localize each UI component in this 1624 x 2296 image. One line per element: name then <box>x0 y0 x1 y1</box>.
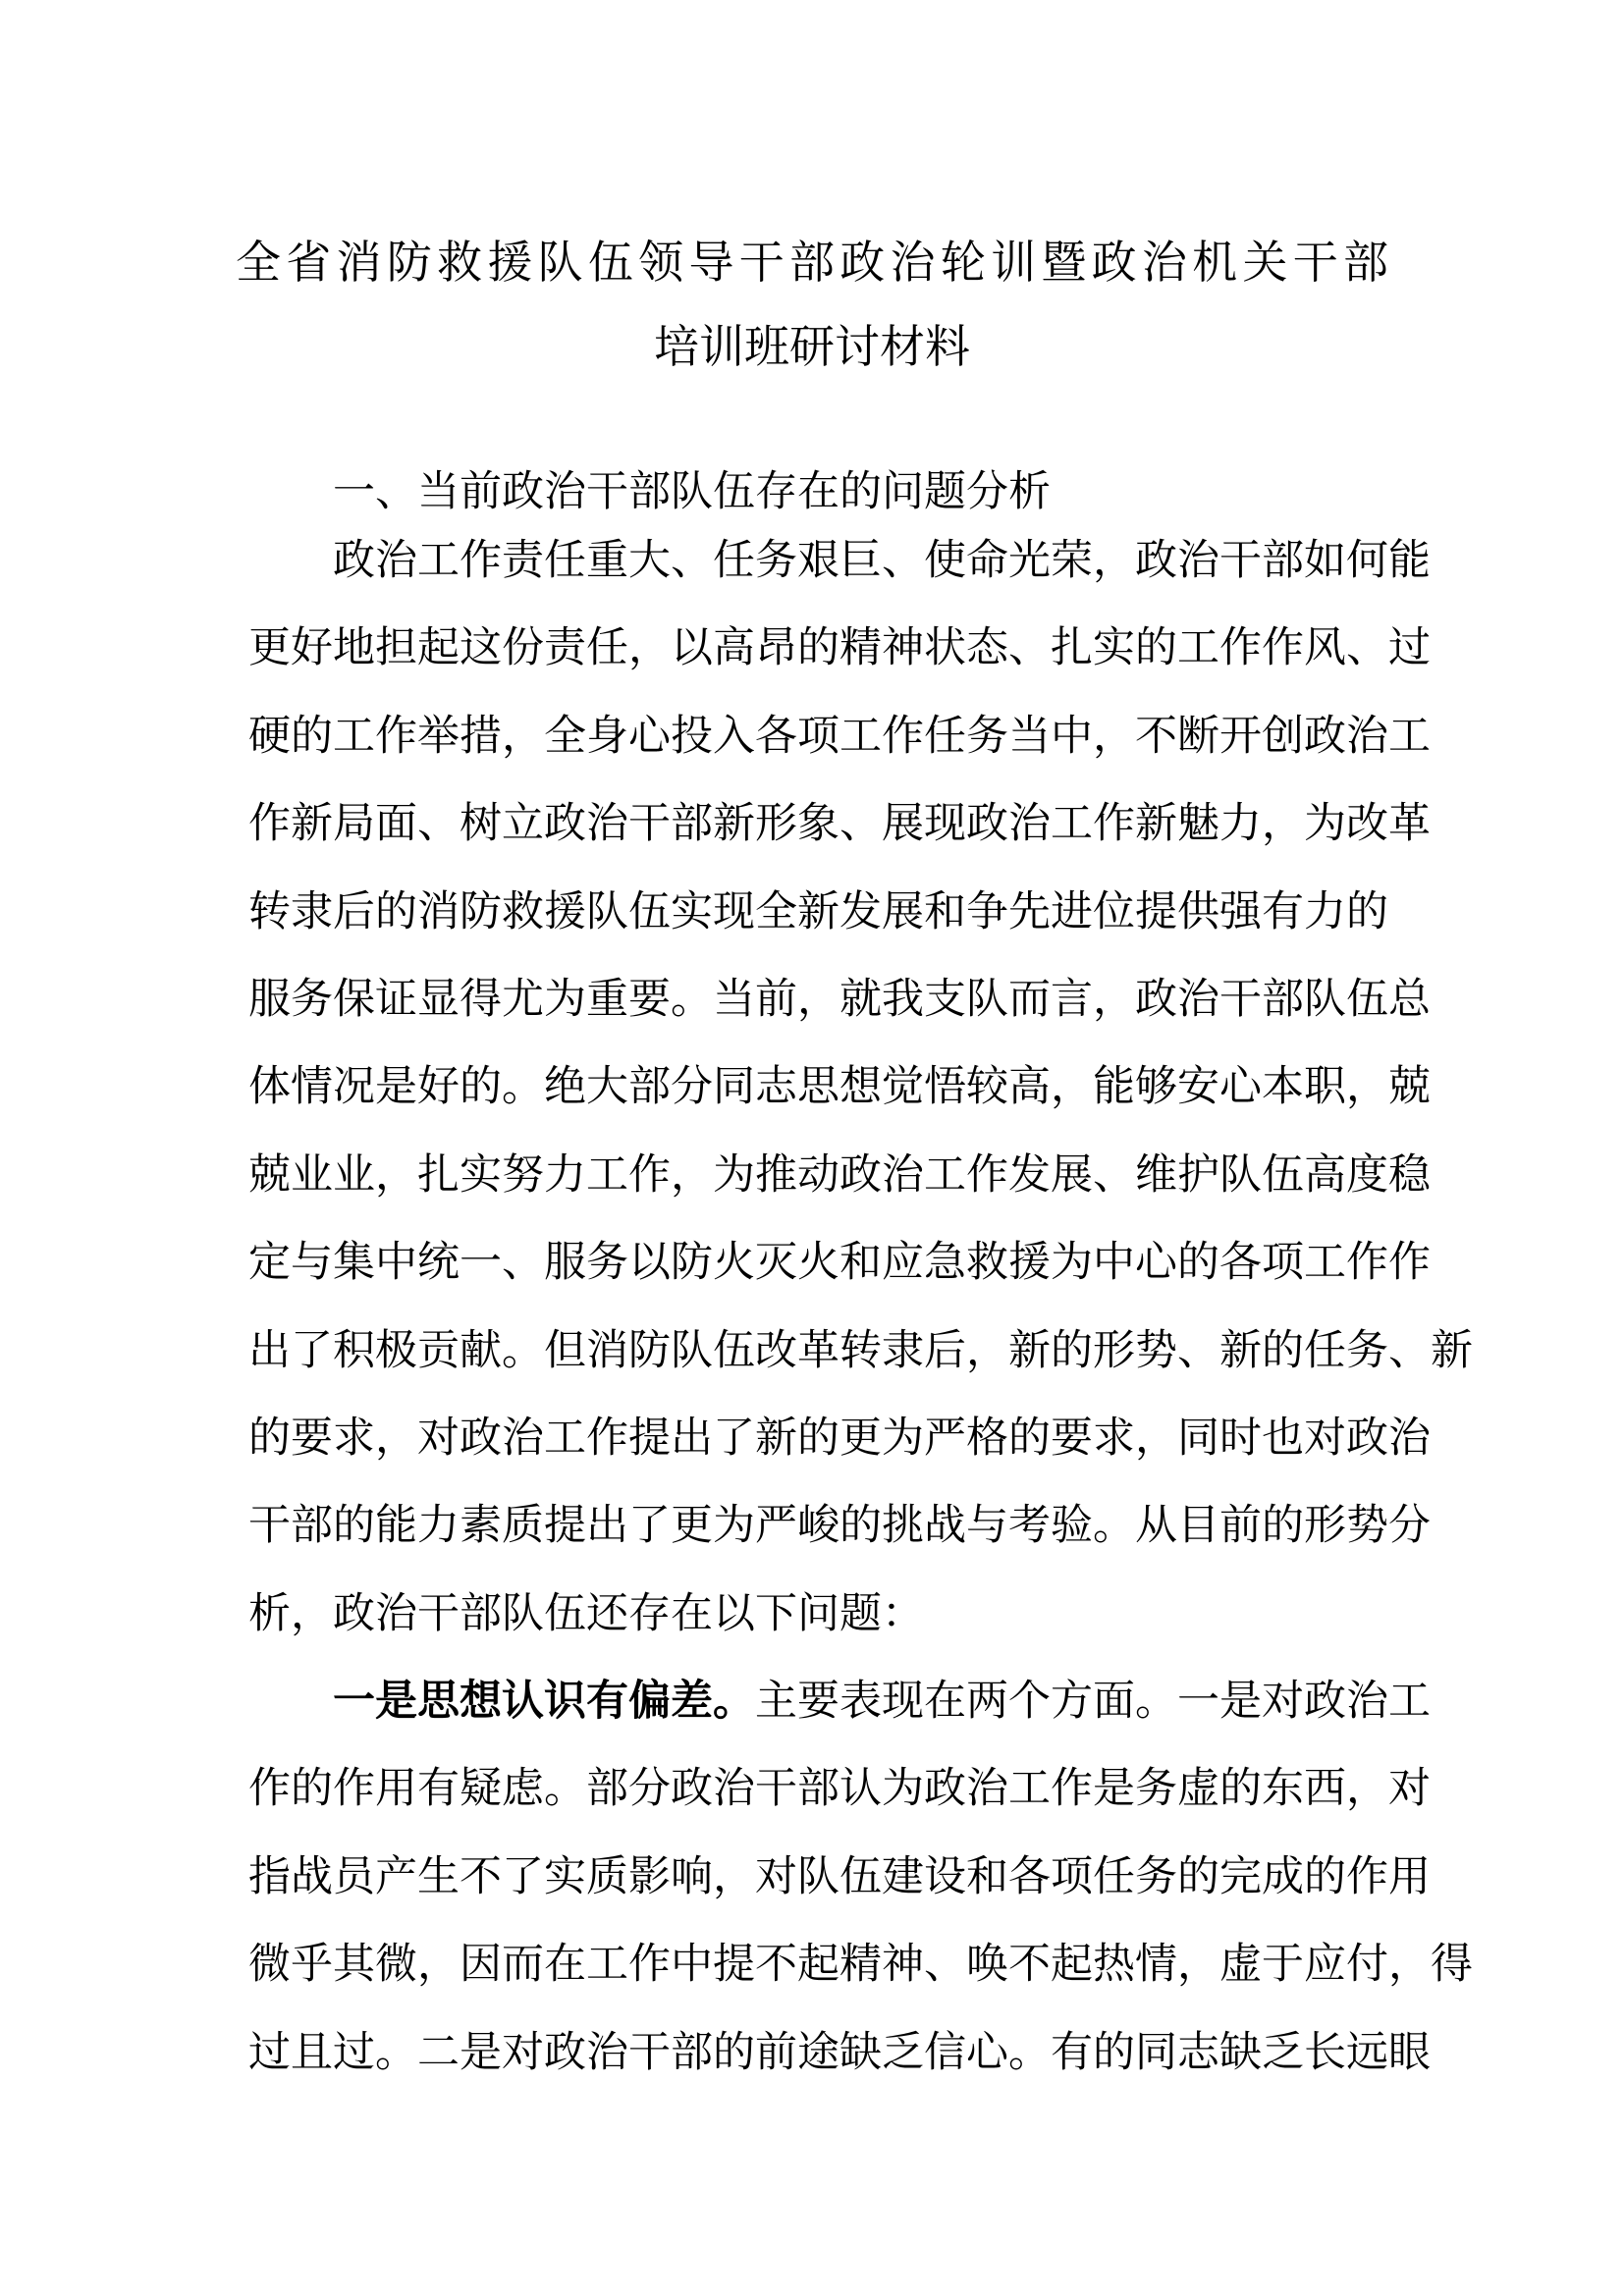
paragraph-line: 兢业业，扎实努力工作，为推动政治工作发展、维护队伍高度稳 <box>248 1149 1431 1200</box>
document-title-line-1: 全省消防救援队伍领导干部政治轮训暨政治机关干部 <box>236 236 1388 289</box>
paragraph-line: 硬的工作举措，全身心投入各项工作任务当中，不断开创政治工 <box>248 711 1431 761</box>
paragraph-line: 的要求，对政治工作提出了新的更为严格的要求，同时也对政治 <box>248 1413 1431 1463</box>
point-1-line <box>248 1658 1431 1745</box>
paragraph-line: 更好地担起这份责任，以高昂的精神状态、扎实的工作作风、过 <box>248 623 1431 673</box>
paragraph-line: 指战员产生不了实质影响，对队伍建设和各项任务的完成的作用 <box>248 1851 1431 1901</box>
paragraph-line: 定与集中统一、服务以防火灭火和应急救援为中心的各项工作作 <box>248 1238 1431 1288</box>
paragraph-line: 微乎其微，因而在工作中提不起精神、唤不起热情，虚于应付，得 <box>248 1940 1473 1990</box>
paragraph-line: 出了积极贡献。但消防队伍改革转隶后，新的形势、新的任务、新 <box>248 1325 1473 1375</box>
paragraph-line: 析，政治干部队伍还存在以下问题： <box>248 1588 924 1638</box>
point-1-heading: 一是思想认识有偏差。 <box>333 1677 755 1727</box>
paragraph-line: 转隶后的消防救援队伍实现全新发展和争先进位提供强有力的 <box>248 886 1388 936</box>
paragraph-line: 作的作用有疑虑。部分政治干部认为政治工作是务虚的东西，对 <box>248 1764 1431 1814</box>
document-body <box>248 517 1473 2097</box>
paragraph-line: 体情况是好的。绝大部分同志思想觉悟较高，能够安心本职，兢 <box>248 1062 1431 1112</box>
paragraph-line: 服务保证显得尤为重要。当前，就我支队而言，政治干部队伍总 <box>248 974 1431 1024</box>
document-title-line-2: 培训班研讨材料 <box>654 320 970 373</box>
paragraph-line: 过且过。二是对政治干部的前途缺乏信心。有的同志缺乏长远眼 <box>248 2027 1431 2077</box>
paragraph-line: 政治工作责任重大、任务艰巨、使命光荣，政治干部如何能 <box>333 536 1431 585</box>
section-heading: 一、当前政治干部队伍存在的问题分析 <box>333 467 1051 516</box>
paragraph-line: 干部的能力素质提出了更为严峻的挑战与考验。从目前的形势分 <box>248 1501 1431 1551</box>
point-1-text: 主要表现在两个方面。一是对政治工 <box>755 1677 1431 1727</box>
paragraph-line: 作新局面、树立政治干部新形象、展现政治工作新魅力，为改革 <box>248 799 1431 849</box>
